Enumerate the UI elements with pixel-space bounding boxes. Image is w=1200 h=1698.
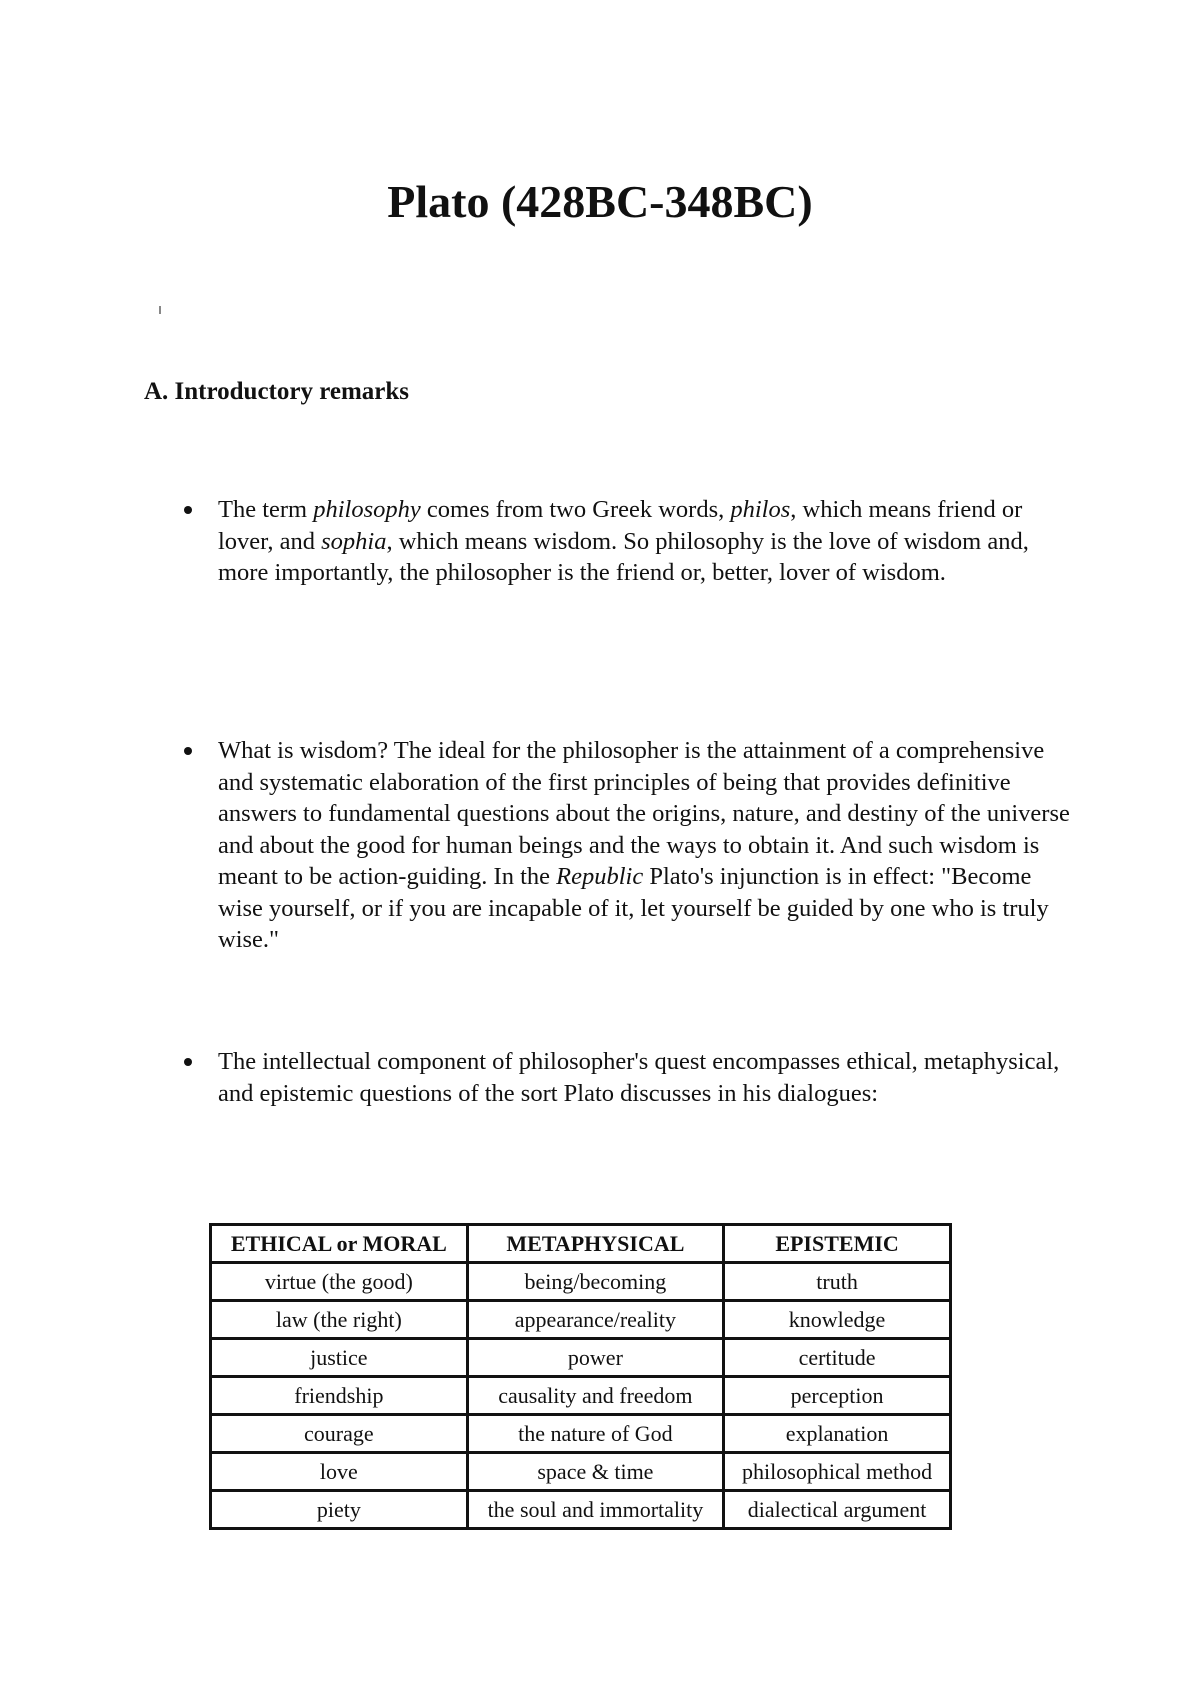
table-cell: dialectical argument	[724, 1491, 951, 1529]
table-row	[211, 1339, 951, 1377]
section-heading: A. Introductory remarks	[144, 378, 410, 405]
table-cell: certitude	[724, 1339, 951, 1377]
page-title: Plato (428BC-348BC)	[387, 176, 813, 227]
table-row	[211, 1377, 951, 1415]
table-row	[211, 1301, 951, 1339]
bullet-text: The intellectual component of philosopher's quest encompasses ethical, metaphysical, and epistemic questions of the sort Plato discusses in his dialogues:	[218, 1048, 1060, 1107]
bullet-icon	[184, 1058, 192, 1066]
table-cell: power	[467, 1339, 723, 1377]
bullet-text: What is wisdom? The ideal for the philosopher is the attainment of a comprehensive and systematic elaboration of the first principles of being that provides definitive answers to fundamental questions about the origins, nature, and destiny of the universe and about the good for human beings and the ways to obtain it. And such wisdom is meant to be action-guiding. In the Republic Plato's injunction is in effect: "Become wise yourself, or if you are incapable of it, let yourself be guided by one who is truly wise."	[218, 737, 1070, 953]
bullet-icon	[184, 506, 192, 514]
table-cell: philosophical method	[724, 1453, 951, 1491]
table-header-row	[211, 1225, 951, 1263]
table-cell: space & time	[467, 1453, 723, 1491]
list-item	[184, 735, 1084, 956]
table-cell: being/becoming	[467, 1263, 723, 1301]
topics-table	[209, 1223, 952, 1530]
column-header-ethical: ETHICAL or MORAL	[211, 1225, 468, 1263]
list-item	[184, 1046, 1084, 1109]
table-cell: justice	[211, 1339, 468, 1377]
table-cell: knowledge	[724, 1301, 951, 1339]
table-cell: love	[211, 1453, 468, 1491]
table-cell: the soul and immortality	[467, 1491, 723, 1529]
table-cell: the nature of God	[467, 1415, 723, 1453]
table-row	[211, 1491, 951, 1529]
table-cell: virtue (the good)	[211, 1263, 468, 1301]
table-cell: piety	[211, 1491, 468, 1529]
table-cell: perception	[724, 1377, 951, 1415]
table-row	[211, 1453, 951, 1491]
table-cell: causality and freedom	[467, 1377, 723, 1415]
table-row	[211, 1263, 951, 1301]
stray-mark	[159, 306, 161, 314]
column-header-epistemic: EPISTEMIC	[724, 1225, 951, 1263]
table-cell: courage	[211, 1415, 468, 1453]
column-header-metaphysical: METAPHYSICAL	[467, 1225, 723, 1263]
table-row	[211, 1415, 951, 1453]
table-cell: truth	[724, 1263, 951, 1301]
bullet-icon	[184, 747, 192, 755]
table-cell: appearance/reality	[467, 1301, 723, 1339]
table-cell: friendship	[211, 1377, 468, 1415]
list-item	[184, 494, 1084, 589]
table-cell: law (the right)	[211, 1301, 468, 1339]
bullet-text: The term philosophy comes from two Greek words, philos, which means friend or lover, and sophia, which means wisdom. So philosophy is the love of wisdom and, more importantly, the philosopher is the friend or, better, lover of wisdom.	[218, 496, 1029, 586]
table-cell: explanation	[724, 1415, 951, 1453]
